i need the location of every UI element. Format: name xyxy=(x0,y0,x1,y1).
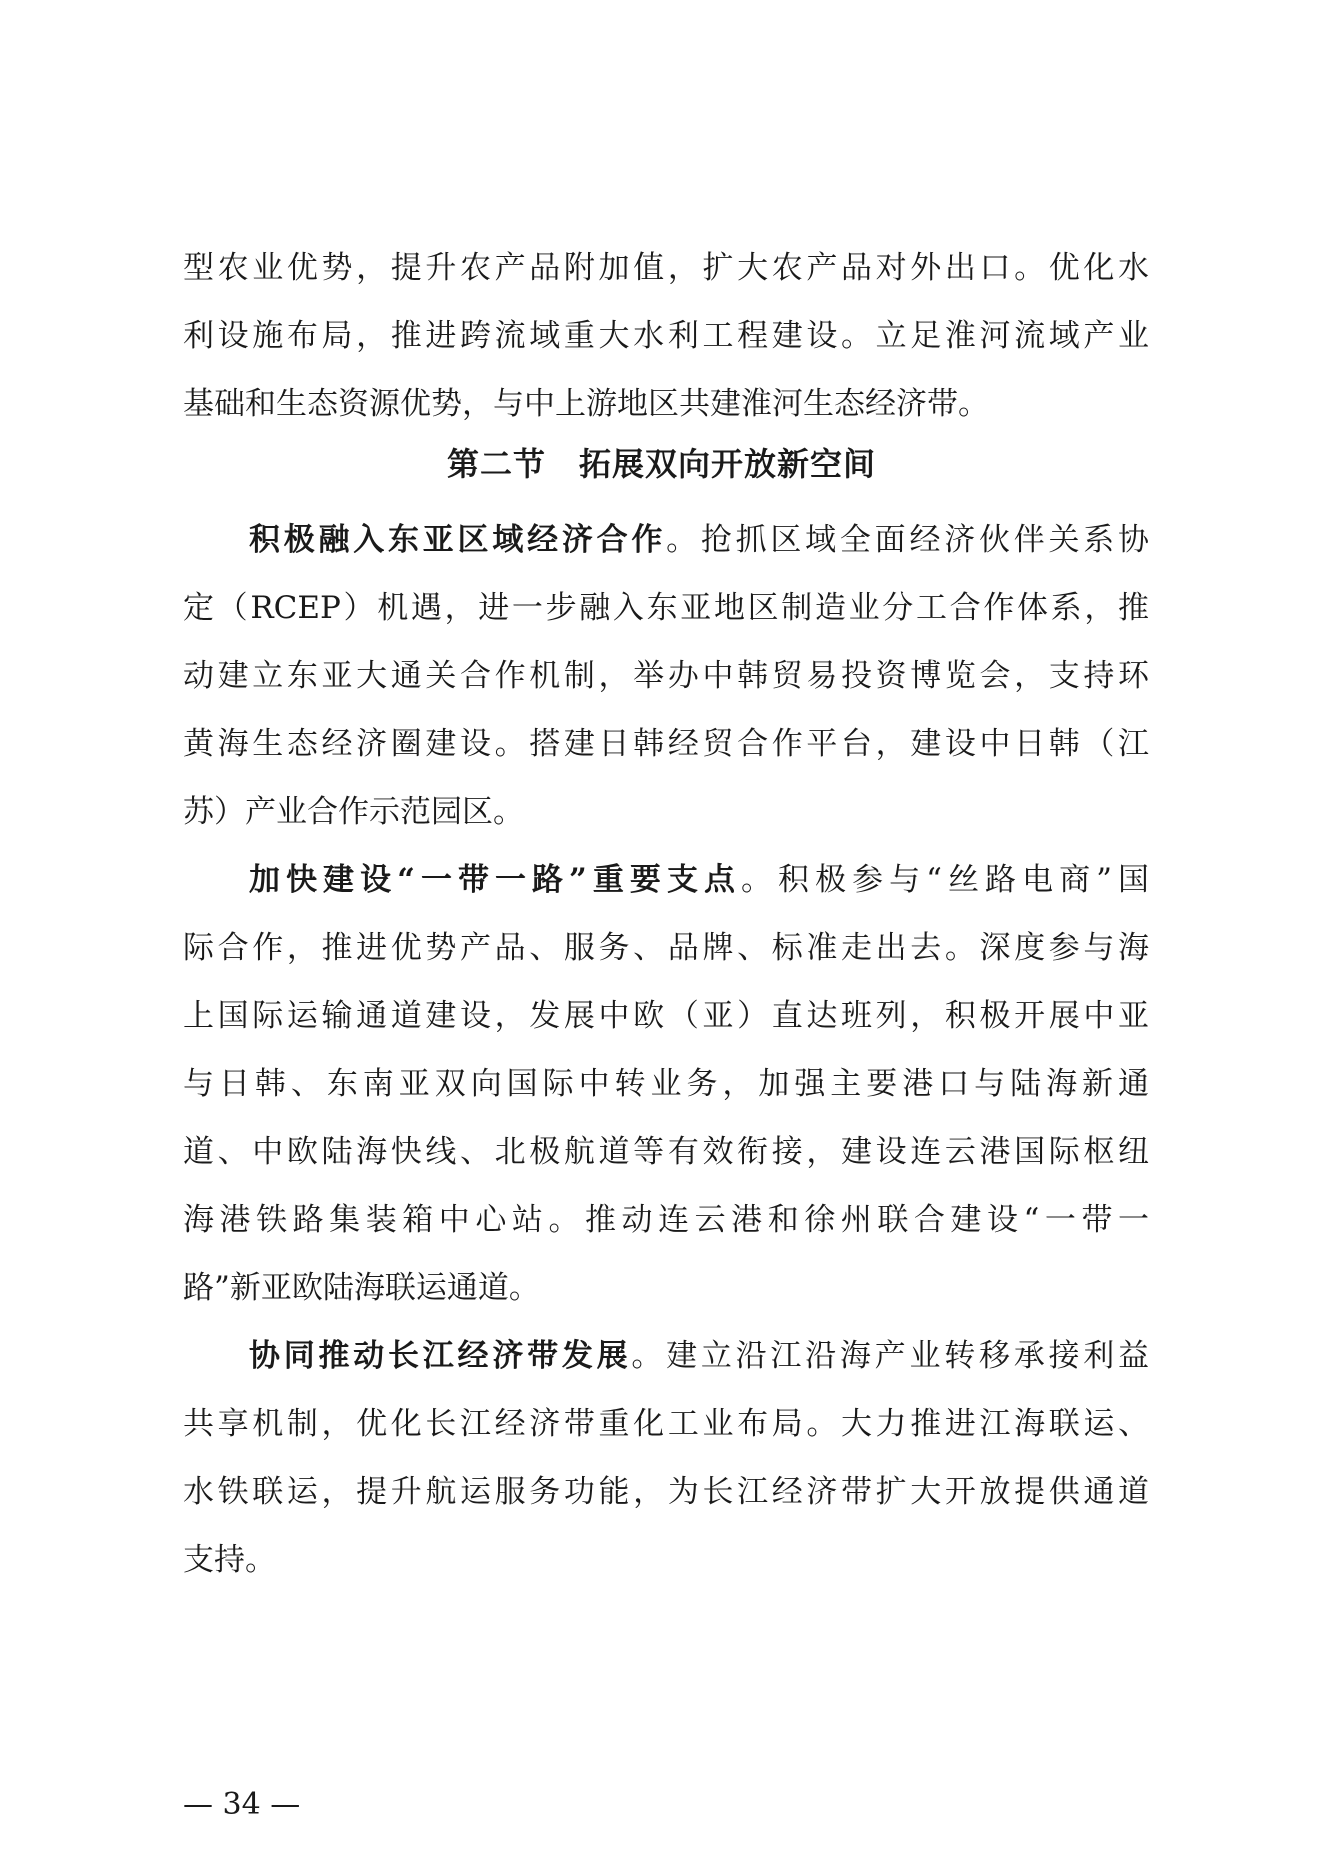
paragraph-first-line xyxy=(249,860,1149,900)
body-text-line: 型农业优势，提升农产品附加值，扩大农产品对外出口。优化水 xyxy=(183,250,1149,286)
body-text-line: 水铁联运，提升航运服务功能，为长江经济带扩大开放提供通道 xyxy=(183,1474,1149,1510)
body-text-line: 苏）产业合作示范园区。 xyxy=(183,794,524,830)
body-text: 。积极参与“丝路电商”国 xyxy=(741,862,1149,898)
body-text-line: 路”新亚欧陆海联运通道。 xyxy=(183,1270,540,1306)
body-text-line: 动建立东亚大通关合作机制，举办中韩贸易投资博览会，支持环 xyxy=(183,658,1149,694)
body-text-line: 定（RCEP）机遇，进一步融入东亚地区制造业分工合作体系，推 xyxy=(183,590,1149,626)
body-text-line: 黄海生态经济圈建设。搭建日韩经贸合作平台，建设中日韩（江 xyxy=(183,726,1149,762)
body-text-line: 与日韩、东南亚双向国际中转业务，加强主要港口与陆海新通 xyxy=(183,1066,1149,1102)
body-text-line: 际合作，推进优势产品、服务、品牌、标准走出去。深度参与海 xyxy=(183,930,1149,966)
body-text-line: 上国际运输通道建设，发展中欧（亚）直达班列，积极开展中亚 xyxy=(183,998,1149,1034)
body-text-line: 利设施布局，推进跨流域重大水利工程建设。立足淮河流域产业 xyxy=(183,318,1149,354)
paragraph-first-line xyxy=(249,520,1149,560)
section-heading: 第二节 拓展双向开放新空间 xyxy=(446,445,876,483)
page-number: — 34 — xyxy=(183,1787,301,1822)
body-text: 。建立沿江沿海产业转移承接利益 xyxy=(631,1338,1149,1374)
paragraph-lead-heading: 加快建设“一带一路”重要支点 xyxy=(249,862,742,898)
body-text: 。抢抓区域全面经济伙伴关系协 xyxy=(666,522,1150,558)
body-text-line: 海港铁路集装箱中心站。推动连云港和徐州联合建设“一带一 xyxy=(183,1202,1149,1238)
paragraph-first-line xyxy=(249,1336,1149,1376)
body-text-line: 道、中欧陆海快线、北极航道等有效衔接，建设连云港国际枢纽 xyxy=(183,1134,1149,1170)
paragraph-lead-heading: 积极融入东亚区域经济合作 xyxy=(249,522,667,558)
body-text-line: 共享机制，优化长江经济带重化工业布局。大力推进江海联运、 xyxy=(183,1406,1149,1442)
paragraph-lead-heading: 协同推动长江经济带发展 xyxy=(249,1338,632,1374)
body-text-line: 基础和生态资源优势，与中上游地区共建淮河生态经济带。 xyxy=(183,386,989,422)
body-text-line: 支持。 xyxy=(183,1542,276,1578)
